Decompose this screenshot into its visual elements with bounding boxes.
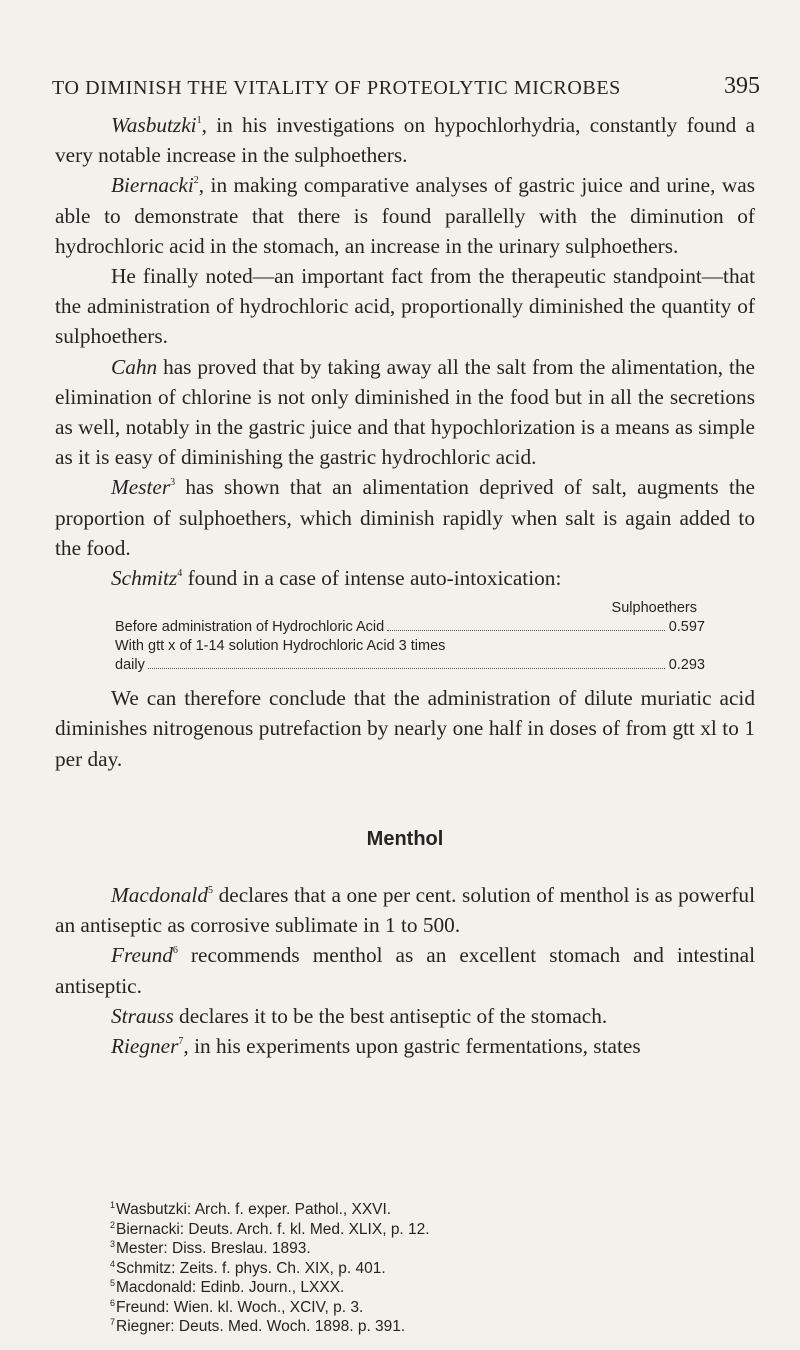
paragraph-finally-noted [55,261,755,352]
author-name: Freund [111,943,173,968]
author-name: Biernacki [111,173,194,198]
paragraph-text: , in his experiments upon gastric fermentations, states [183,1034,641,1059]
footnote-number: 2 [110,1219,116,1230]
paragraph-strauss [55,1001,755,1031]
author-name: Macdonald [111,883,209,908]
footnote-number: 3 [110,1239,116,1249]
paragraph-text: , in his investigations on hypochlorhydria, constantly found a very notable increase in the sulphoethers. [55,113,755,168]
table-row [115,637,705,675]
author-name: Cahn [111,354,158,379]
table-column-header: Sulphoethers [611,600,697,617]
page-number: 395 [724,73,760,99]
paragraph-wasbutzki [55,110,755,170]
footnote [110,1278,670,1298]
dot-leader [387,630,665,631]
footnote-number: 4 [110,1258,116,1269]
footnote-ref: 4 [177,568,183,580]
footnote-number: 1 [110,1200,116,1210]
footnote-text: Biernacki: Deuts. Arch. f. kl. Med. XLIX, p. 12. [116,1220,430,1238]
row-label: With gtt x of 1-14 solution Hydrochloric Acid 3 times [115,638,446,655]
footnote-ref: 5 [208,885,214,897]
author-name: Wasbutzki [111,113,197,137]
footnote-text: Schmitz: Zeits. f. phys. Ch. XIX, p. 401. [116,1259,386,1277]
footnote-text: Macdonald: Edinb. Journ., LXXX. [116,1279,345,1296]
paragraph-biernacki [55,170,755,261]
paragraph-text: declares it to be the best antiseptic of the stomach. [173,1003,608,1028]
footnote-text: Mester: Diss. Breslau. 1893. [116,1240,311,1257]
dot-leader [148,668,665,669]
running-title: TO DIMINISH THE VITALITY OF PROTEOLYTIC MICROBES [52,77,621,99]
footnotes [110,1200,670,1337]
footnote-ref: 7 [178,1036,184,1048]
footnote-text: Riegner: Deuts. Med. Woch. 1898. p. 391. [116,1318,406,1335]
paragraph-text: We can therefore conclude that the administration of dilute muriatic acid diminishes nitrogenous putrefaction by nearly one half in doses of from gtt xl to 1 per day. [55,686,755,771]
paragraph-freund [55,940,755,1000]
section-heading: Menthol [366,827,444,850]
author-name: Schmitz [111,566,178,591]
paragraph-cahn [55,352,755,473]
row-value: 0.597 [668,619,705,636]
footnote-number: 5 [110,1278,116,1288]
footnote [110,1220,670,1240]
paragraph-text: has proved that by taking away all the salt from the alimentation, the elimination of chlorine is not only diminished in the food but in all the secretions as well, notably in the gastric juice and that hypochlorization is a means as simple as it is easy of diminishing the gastric hydrochloric acid. [55,354,755,470]
sulphoethers-table [115,599,705,675]
table-row [115,618,705,637]
footnote [110,1239,670,1259]
footnote [110,1259,670,1279]
paragraph-text: , in making comparative analyses of gastric juice and urine, was able to demonstrate that there is found parallelly with the diminution of hydrochloric acid in the stomach, an increase in the urinary sulphoethers. [55,173,755,258]
paragraph-mester [55,472,755,563]
row-value: 0.293 [668,657,705,674]
footnote-number: 6 [110,1297,116,1308]
paragraph-text: declares that a one per cent. solution of menthol is as powerful an antiseptic as corrosive sublimate in 1 to 500. [55,883,755,938]
paragraph-schmitz [55,563,755,593]
footnote-ref: 3 [170,477,176,489]
row-label: Before administration of Hydrochloric Acid [115,619,385,636]
footnote-ref: 2 [193,175,199,187]
footnote [110,1317,670,1337]
footnote [110,1298,670,1318]
footnote-number: 7 [110,1317,116,1327]
footnote-text: Wasbutzki: Arch. f. exper. Pathol., XXVI. [116,1201,392,1218]
paragraph-macdonald [55,880,755,940]
paragraph-text: has shown that an alimentation deprived of salt, augments the proportion of sulphoethers, which diminish rapidly when salt is again added to the food. [55,475,755,560]
paragraph-text: He finally noted—an important fact from the therapeutic standpoint—that the administration of hydrochloric acid, proportionally diminished the quantity of sulphoethers. [55,264,755,349]
paragraph-text: found in a case of intense auto-intoxication: [182,566,562,591]
running-header [52,73,760,100]
footnote-ref: 6 [172,945,178,957]
paragraph-riegner [55,1031,755,1061]
author-name: Mester [111,475,171,500]
footnote-ref: 1 [196,115,202,126]
author-name: Strauss [111,1003,174,1028]
row-label-continued: daily [115,657,145,674]
paragraph-conclusion [55,683,755,774]
author-name: Riegner [111,1034,179,1059]
paragraph-text: recommends menthol as an excellent stomach and intestinal antiseptic. [55,943,755,998]
body-text [55,110,755,1061]
footnote [110,1200,670,1220]
footnote-text: Freund: Wien. kl. Woch., XCIV, p. 3. [116,1298,364,1316]
